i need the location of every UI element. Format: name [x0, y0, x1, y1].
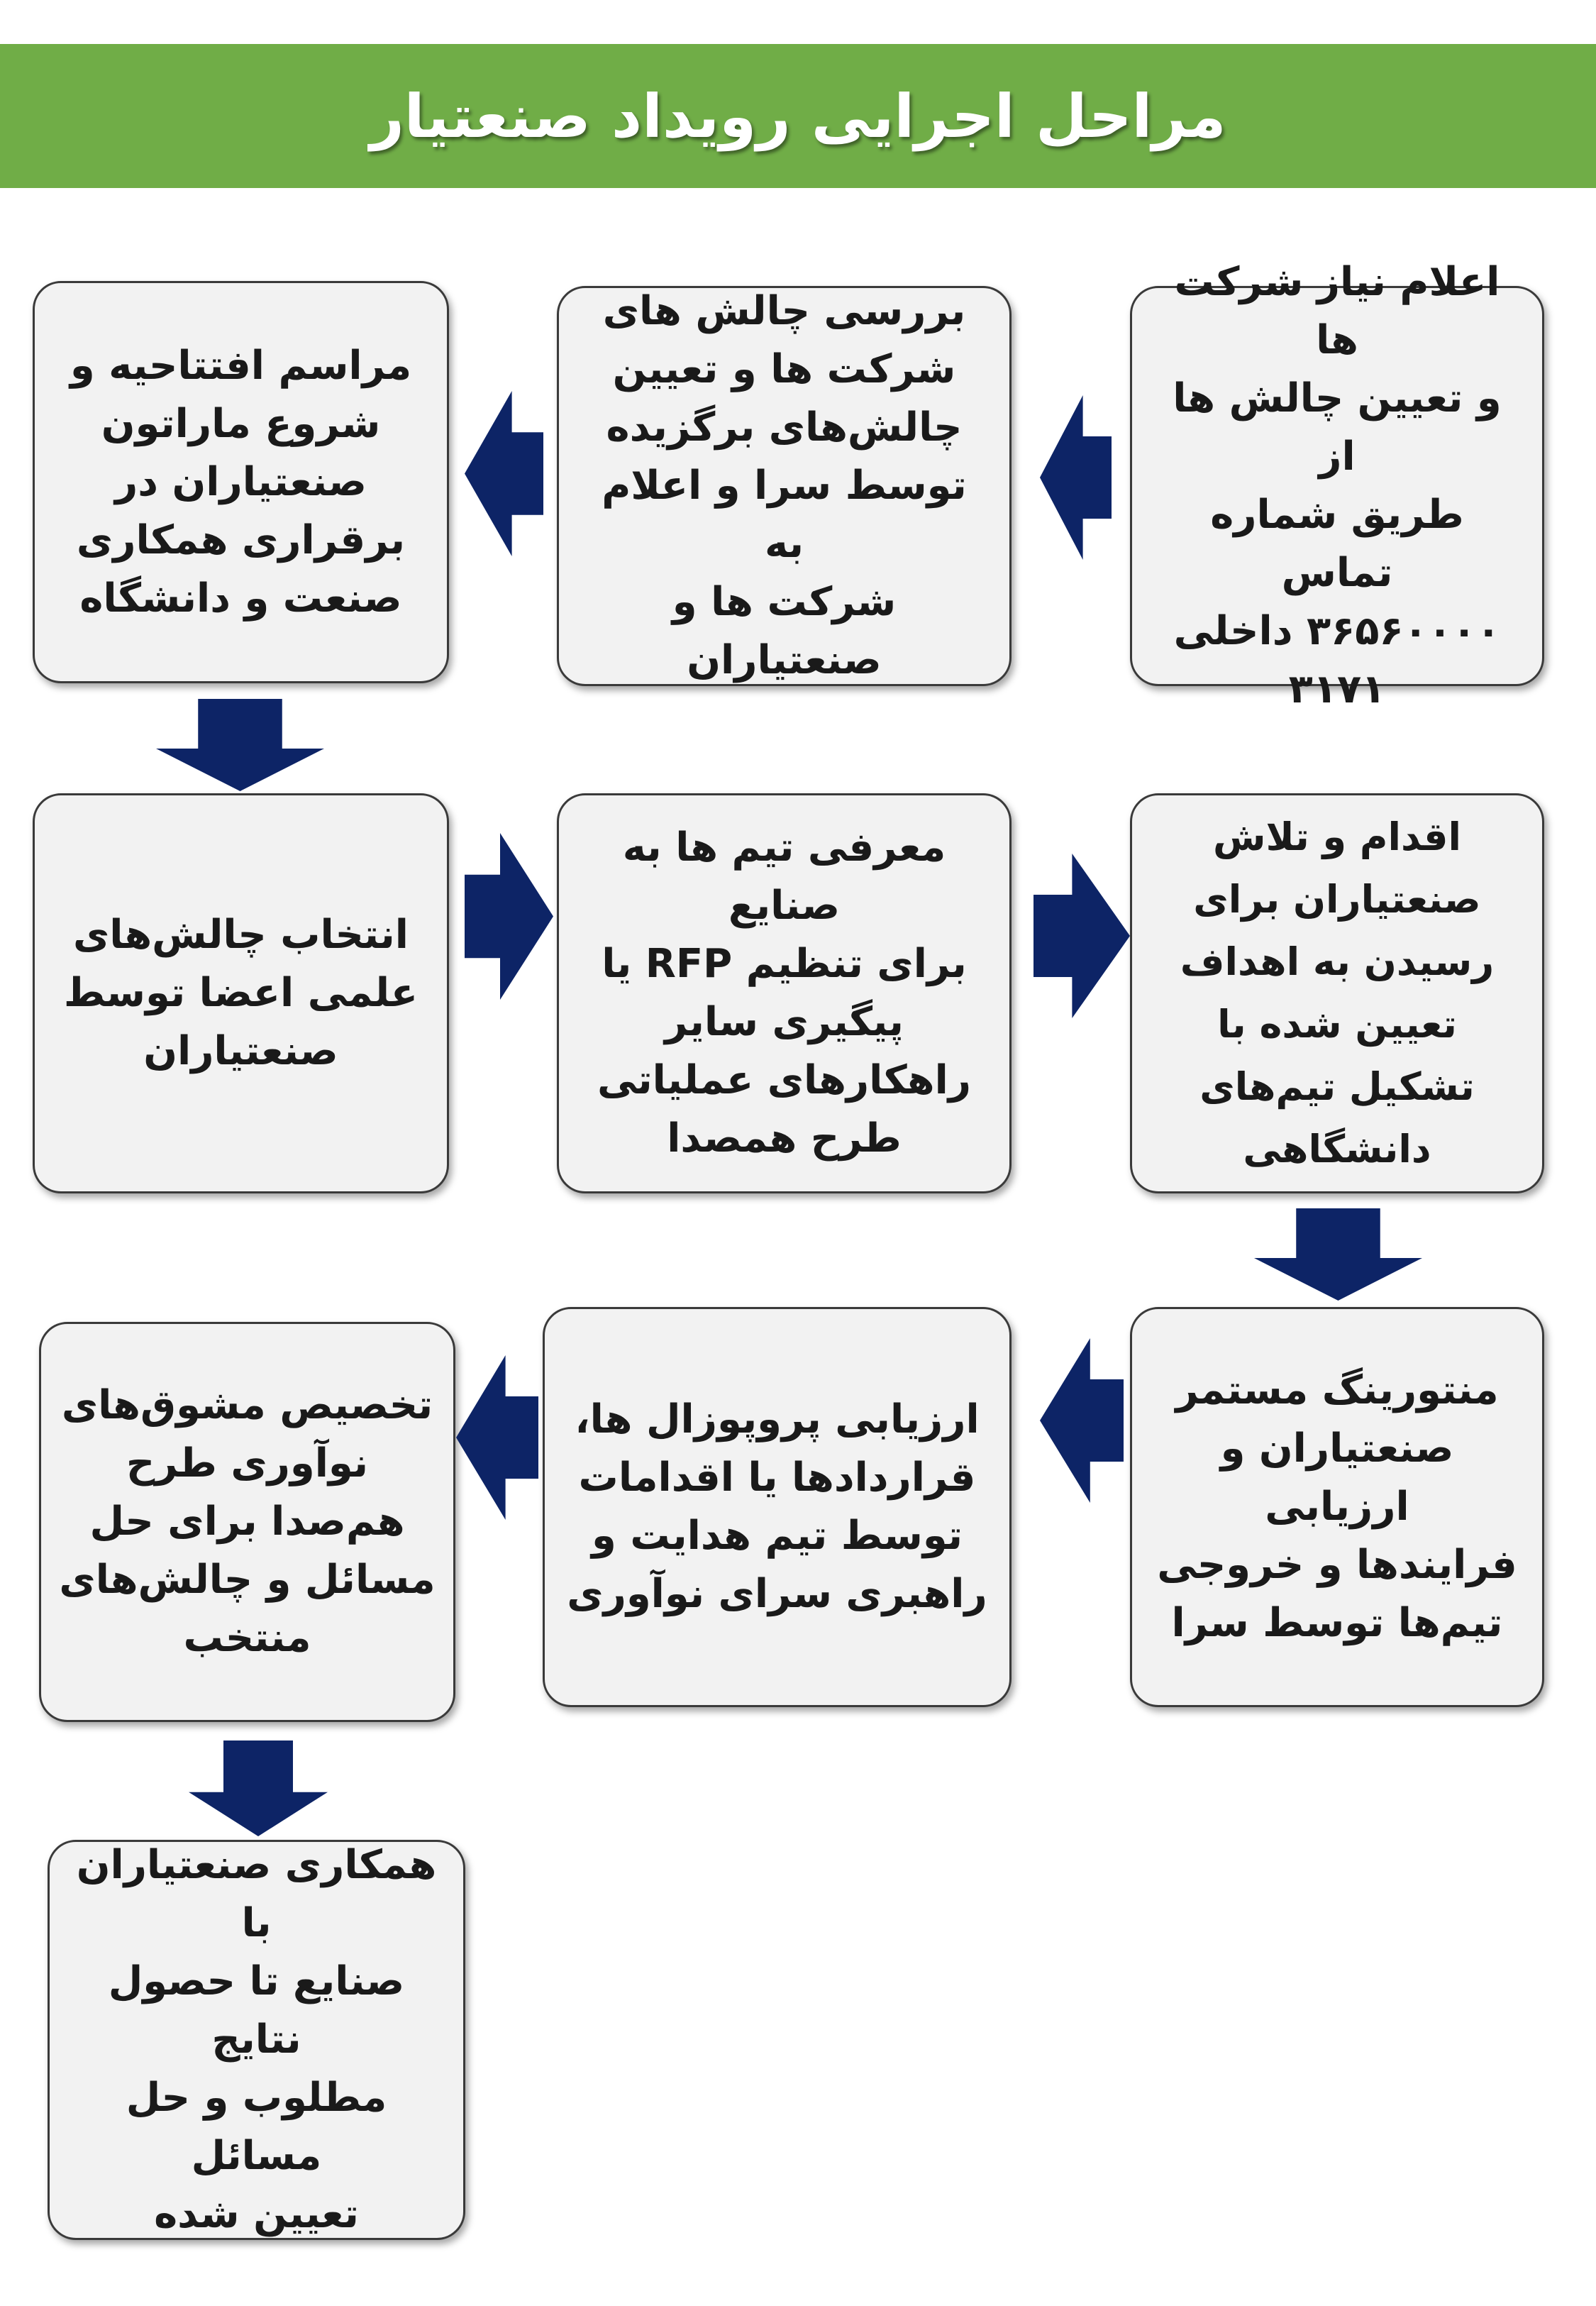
- arrow-left-icon: [465, 391, 543, 556]
- step-text-9: تخصیص مشوق‌های نوآوری طرح هم‌صدا برای حل مسائل و چالش‌های منتخب: [59, 1382, 436, 1661]
- arrow-down-icon: [1254, 1208, 1422, 1301]
- arrow-right-icon: [465, 833, 553, 1000]
- step-text-5: معرفی تیم ها به صنایع برای تنظیم RFP یا پیگیری سایر راهکارهای عملیاتی طرح همصدا: [597, 824, 971, 1162]
- step-box-8: [543, 1307, 1012, 1707]
- step-text-2: بررسی چالش های شرکت ها و تعیین چالش‌های برگزیده توسط سرا و اعلام به شرکت ها و صنعتیاران: [602, 288, 967, 683]
- step-text-8: ارزیابی پروپوزال ها، قراردادها یا اقدامات توسط تیم هدایت و راهبری سرای نوآوری: [567, 1396, 987, 1617]
- arrow-down-icon: [189, 1740, 328, 1836]
- header-banner: [0, 44, 1596, 188]
- step-box-7: [1130, 1307, 1544, 1707]
- step-text-4: انتخاب چالش‌های علمی اعضا توسط صنعتیاران: [63, 912, 419, 1074]
- arrow-left-icon: [1040, 1338, 1124, 1503]
- step-box-10: [48, 1840, 465, 2240]
- step-text-1: اعلام نیاز شرکت ها و تعیین چالش ها از طریق شماره تماس ۳۶۵۶۰۰۰۰ داخلی ۳۱۷۱: [1173, 259, 1502, 712]
- step-text-6: اقدام و تلاش صنعتیاران برای رسیدن به اهداف تعیین شده با تشکیل تیم‌های دانشگاهی: [1180, 815, 1495, 1171]
- step-box-1: [1130, 259, 1544, 712]
- step-text-3: مراسم افتتاحیه و شروع ماراتون صنعتیاران در برقراری همکاری صنعت و دانشگاه: [70, 342, 412, 622]
- arrow-left-icon: [456, 1355, 538, 1520]
- step-box-3: [33, 281, 449, 683]
- arrow-left-icon: [1040, 395, 1112, 560]
- step-box-2: [557, 286, 1012, 686]
- arrow-right-icon: [1033, 854, 1130, 1018]
- page-title: مراحل اجرایی رویداد صنعتیار: [370, 81, 1226, 151]
- step-box-4: [33, 793, 449, 1193]
- step-box-5: [557, 793, 1012, 1193]
- step-text-7: منتورینگ مستمر صنعتیاران و ارزیابی فرایندها و خروجی تیم‌ها توسط سرا: [1157, 1367, 1517, 1646]
- arrow-down-icon: [156, 699, 324, 791]
- step-box-6: [1130, 793, 1544, 1193]
- step-box-9: [39, 1322, 455, 1722]
- step-text-10: همکاری صنعتیاران با صنایع تا حصول نتایج مطلوب و حل مسائل تعیین شده: [76, 1842, 437, 2237]
